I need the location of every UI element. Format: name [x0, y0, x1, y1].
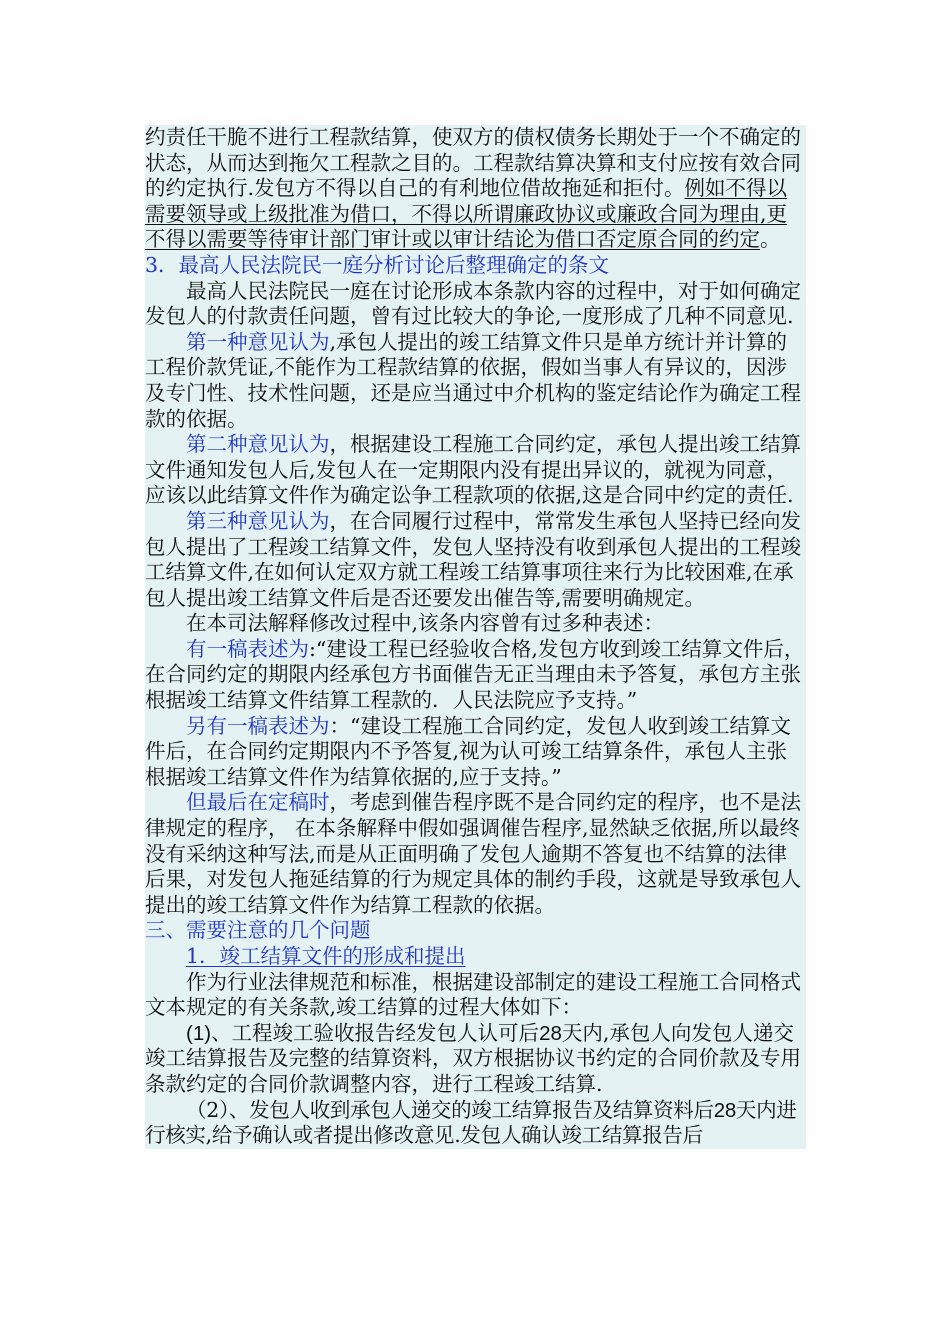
third-opinion-lead: 第三种意见认为 [186, 508, 330, 533]
first-opinion-lead: 第一种意见认为 [186, 329, 330, 354]
step-two-number: （2） [186, 1097, 229, 1122]
draft-two-lead: 另有一稿表述为 [186, 713, 330, 738]
paragraph-court-discussion: 最高人民法院民一庭在讨论形成本条款内容的过程中，对于如何确定发包人的付款责任问题，曾有过比较大的争论,一度形成了几种不同意见. [145, 278, 801, 329]
paragraph-first-opinion [145, 330, 806, 432]
paragraph-step-one [145, 1021, 806, 1098]
draft-two-body: ：“建设工程施工合同约定，发包人收到竣工结算文件后，在合同约定期限内不予答复,视为认可竣工结算条件，承包人主张根据竣工结算文件作为结算依据的,应于支持。” [145, 713, 791, 789]
step-one-days: 28 [539, 1021, 562, 1045]
paragraph-step-two [145, 1098, 806, 1149]
subsection-one-title: 1．竣工结算文件的形成和提出 [186, 944, 466, 968]
heading-subsection-one [145, 944, 806, 970]
heading-court-article: 3．最高人民法院民一庭分析讨论后整理确定的条文 [145, 252, 610, 277]
step-one-text-b: 天内,承包人向发包人递交竣工结算报告及完整的结算资料，双方根据协议书约定的合同价款及专用条款约定的合同价款调整内容，进行工程竣工结算. [145, 1020, 801, 1096]
second-opinion-lead: 第二种意见认为 [186, 432, 330, 457]
paragraph-industry-norms: 作为行业法律规范和标准，根据建设部制定的建设工程施工合同格式文本规定的有关条款,竣工结算的过程大体如下： [145, 969, 801, 1020]
paragraph-intro [145, 125, 806, 253]
paragraph-revision: 在本司法解释修改过程中,该条内容曾有过多种表述： [186, 611, 665, 636]
paragraph-draft-two [145, 714, 806, 791]
heading-section-three: 三、需要注意的几个问题 [145, 918, 371, 943]
final-draft-lead: 但最后在定稿时 [186, 790, 330, 815]
document-body [145, 125, 806, 1149]
step-one-text-a: 、工程竣工验收报告经发包人认可后 [211, 1020, 540, 1045]
draft-one-body: :“建设工程已经验收合格,发包方收到竣工结算文件后，在合同约定的期限内经承包方书面催告无正当理由未予答复，承包方主张根据竣工结算文件结算工程款的．人民法院应予支持。” [145, 636, 805, 713]
paragraph-final-draft [145, 790, 806, 918]
paragraph-second-opinion [145, 432, 806, 509]
paragraph-draft-one [145, 637, 806, 714]
intro-text: 约责任干脆不进行工程款结算，使双方的债权债务长期处于一个不确定的状态，从而达到拖欠工程款之目的。工程款结算决算和支付应按有效合同的约定执行.发包方不得以自己的有利地位借故拖延和拒付。 [145, 125, 801, 201]
intro-end: 。 [760, 227, 781, 252]
intro-underlined-text: 例如不得以需要领导或上级批准为借口，不得以所谓廉政协议或廉政合同为理由,更不得以需要等待审计部门审计或以审计结论为借口否定原合同的约定 [145, 176, 788, 252]
step-one-number: (1) [186, 1021, 212, 1045]
step-two-text-a: 、发包人收到承包人递交的竣工结算报告及结算资料后 [228, 1097, 714, 1122]
paragraph-third-opinion [145, 509, 806, 611]
step-two-days: 28 [713, 1098, 736, 1122]
second-opinion-body: ，根据建设工程施工合同约定，承包人提出竣工结算文件通知发包人后,发包人在一定期限内没有提出异议的，就视为同意，应该以此结算文件作为确定讼争工程款项的依据,这是合同中约定的责任. [145, 432, 801, 508]
first-opinion-body: ,承包人提出的竣工结算文件只是单方统计并计算的工程价款凭证,不能作为工程款结算的依据，假如当事人有异议的，因涉及专门性、技术性问题，还是应当通过中介机构的鉴定结论作为确定工程款的依据。 [145, 329, 801, 431]
third-opinion-body: ，在合同履行过程中，常常发生承包人坚持已经向发包人提出了工程竣工结算文件，发包人坚持没有收到承包人提出的工程竣工结算文件,在如何认定双方就工程竣工结算事项往来行为比较困难,在承包人提出竣工结算文件后是否还要发出催告等,需要明确规定。 [145, 508, 801, 610]
final-draft-body: ，考虑到催告程序既不是合同约定的程序，也不是法律规定的程序， 在本条解释中假如强调催告程序,显然缺乏依据,所以最终没有采纳这种写法,而是从正面明确了发包人逾期不答复也不结算的法律后果，对发包人拖延结算的行为规定具体的制约手段，这就是导致承包人提出的竣工结算文件作为结算工程款的依据。 [145, 790, 801, 917]
draft-one-lead: 有一稿表述为 [186, 636, 309, 661]
step-two-text-b: 天内进行核实,给予确认或者提出修改意见.发包人确认竣工结算报告后 [145, 1097, 797, 1148]
